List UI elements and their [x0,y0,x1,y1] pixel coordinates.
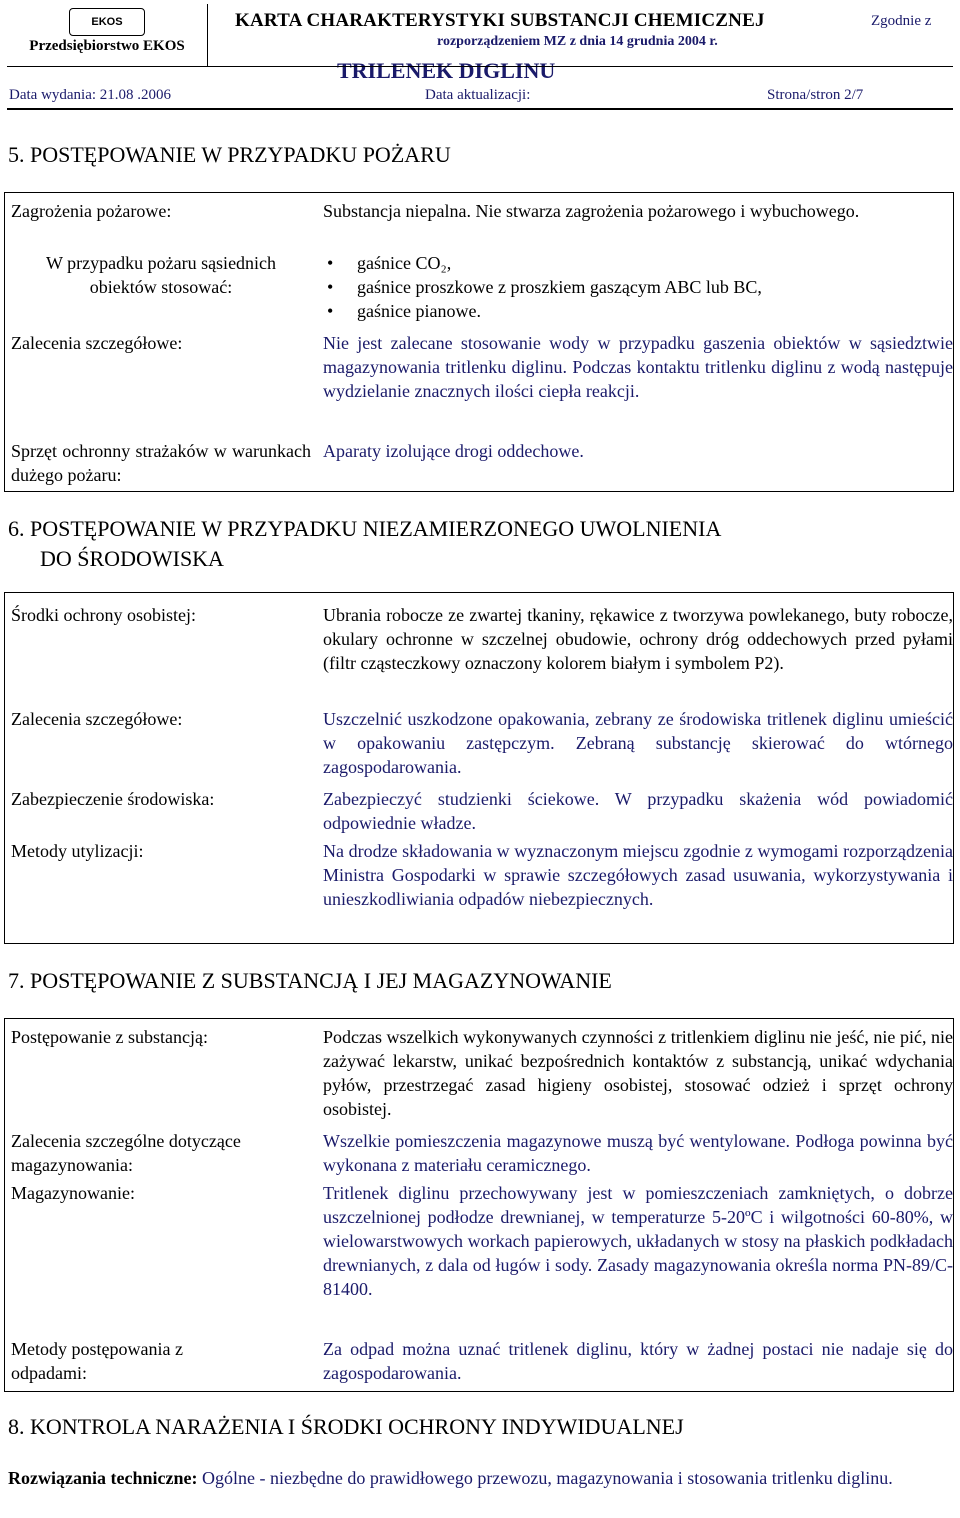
section6-label-3: Zabezpieczenie środowiska: [11,789,215,809]
section6-value-3: Zabezpieczyć studzienki ściekowe. W przypadku skażenia wód powiadomić odpowiednie władze. [323,789,953,833]
section5-value-4: Aparaty izolujące drogi oddechowe. [323,441,584,461]
section7-title: 7. POSTĘPOWANIE Z SUBSTANCJĄ I JEJ MAGAZYNOWANIE [8,968,612,993]
section5-label-1: Zagrożenia pożarowe: [11,201,172,221]
section8-title: 8. KONTROLA NARAŻENIA I ŚRODKI OCHRONY INDYWIDUALNEJ [8,1414,684,1439]
header-bottom-rule [7,108,953,110]
section6-label-2: Zalecenia szczegółowe: [11,709,183,729]
section5-title: 5. POSTĘPOWANIE W PRZYPADKU POŻARU [8,142,451,167]
section6-table [4,592,954,944]
document-header [7,4,953,103]
company-name: Przedsiębiorstwo EKOS [29,38,185,54]
regulation-text: rozporządzeniem MZ z dnia 14 grudnia 2004 r. [437,34,718,49]
section6-label-4: Metody utylizacji: [11,841,144,861]
section8-label: Rozwiązania techniczne: [8,1468,198,1488]
section7-value-3: Tritlenek diglinu przechowywany jest w pomieszczeniach zamkniętych, o dobrze uszczelnionej podłodze drewnianej, w temperaturze 5-20ºC i wilgotności 60-80%, w wielowarstwowych workach papierowych, układanych w stosy na płaskich podkładach drewnianych, z dala od ługów i sody. Zasady magazynowania określa norma PN-89/C-81400. [323,1183,953,1299]
section6-title-line1: 6. POSTĘPOWANIE W PRZYPADKU NIEZAMIERZONEGO UWOLNIENIA [8,516,722,541]
section5-value-1: Substancja niepalna. Nie stwarza zagrożenia pożarowego i wybuchowego. [323,201,860,221]
section7-label-3: Magazynowanie: [11,1183,135,1203]
section6-value-2: Uszczelnić uszkodzone opakowania, zebrany ze środowiska tritlenek diglinu umieścić w opakowaniu zastępczym. Zebraną substancję skierować do wtórnego zagospodarowania. [323,709,953,777]
product-name: TRILENEK DIGLINU [337,58,556,83]
section5-table [4,192,954,492]
section7-value-1: Podczas wszelkich wykonywanych czynności z tritlenkiem diglinu nie jeść, nie pić, nie zażywać lekarstw, unikać bezpośrednich kontaktów z substancją, unikać wdychania pyłów, przestrzegać zasad higieny osobistej, stosować odzież i sprzęt ochrony osobistej. [323,1027,953,1119]
page-number: Strona/stron 2/7 [767,87,864,103]
section7-value-4: Za odpad można uznać tritlenek diglinu, który w żadnej postaci nie nadaje się do zagospodarowania. [323,1339,953,1383]
issue-date: Data wydania: 21.08 .2006 [9,87,172,103]
section5-label-3: Zalecenia szczegółowe: [11,333,183,353]
update-date: Data aktualizacji: [425,87,531,103]
header-divider [7,66,953,67]
company-logo: EKOS [69,8,145,36]
compliance-label: Zgodnie z [871,13,932,29]
section8-body [8,1466,954,1490]
extinguisher-item: • gaśnice proszkowe z proszkiem gaszącym ABC lub BC, [323,275,953,299]
section6-title-line2: DO ŚRODOWISKA [40,546,224,571]
section7-value-2: Wszelkie pomieszczenia magazynowe muszą być wentylowane. Podłoga powinna być wykonana z materiału ceramicznego. [323,1131,953,1175]
section5-label-4: Sprzęt ochronny strażaków w warunkach dużego pożaru: [11,441,311,485]
section5-label-2: W przypadku pożaru sąsiednich obiektów stosować: [45,253,277,297]
section5-value-3: Nie jest zalecane stosowanie wody w przypadku gaszenia obiektów w sąsiedztwie magazynowania tritlenku diglinu. Podczas kontaktu tritlenku diglinu z wodą następuje wydzielanie znacznych ilości ciepła reakcji. [323,333,953,401]
section7-table [4,1018,954,1392]
section6-value-4: Na drodze składowania w wyznaczonym miejscu zgodnie z wymogami rozporządzenia Ministra Gospodarki w sprawie szczegółowych zasad usuwania, wykorzystywania i unieszkodliwiania odpadów niebezpiecznych. [323,841,953,909]
section6-label-1: Środki ochrony osobistej: [11,605,196,625]
section8-value: Ogólne - niezbędne do prawidłowego przewozu, magazynowania i stosowania tritlenku diglinu. [201,1468,893,1488]
section7-label-2: Zalecenia szczególne dotyczące magazynowania: [11,1131,241,1175]
section6-value-1: Ubrania robocze ze zwartej tkaniny, rękawice z tworzywa powlekanego, buty robocze, okulary ochronne w szczelnej obudowie, ochrony dróg oddechowych przed pyłami (filtr cząsteczkowy oznaczony kolorem białym i symbolem P2). [323,605,953,673]
section5-value-2 [323,251,953,323]
section7-label-1: Postępowanie z substancją: [11,1027,208,1047]
extinguisher-item: • gaśnice pianowe. [323,299,953,323]
section7-label-4: Metody postępowania z odpadami: [11,1339,183,1383]
logo-cell [7,4,208,66]
document-title: KARTA CHARAKTERYSTYKI SUBSTANCJI CHEMICZNEJ [235,10,765,31]
extinguisher-item: • gaśnice CO₂, [323,251,953,275]
